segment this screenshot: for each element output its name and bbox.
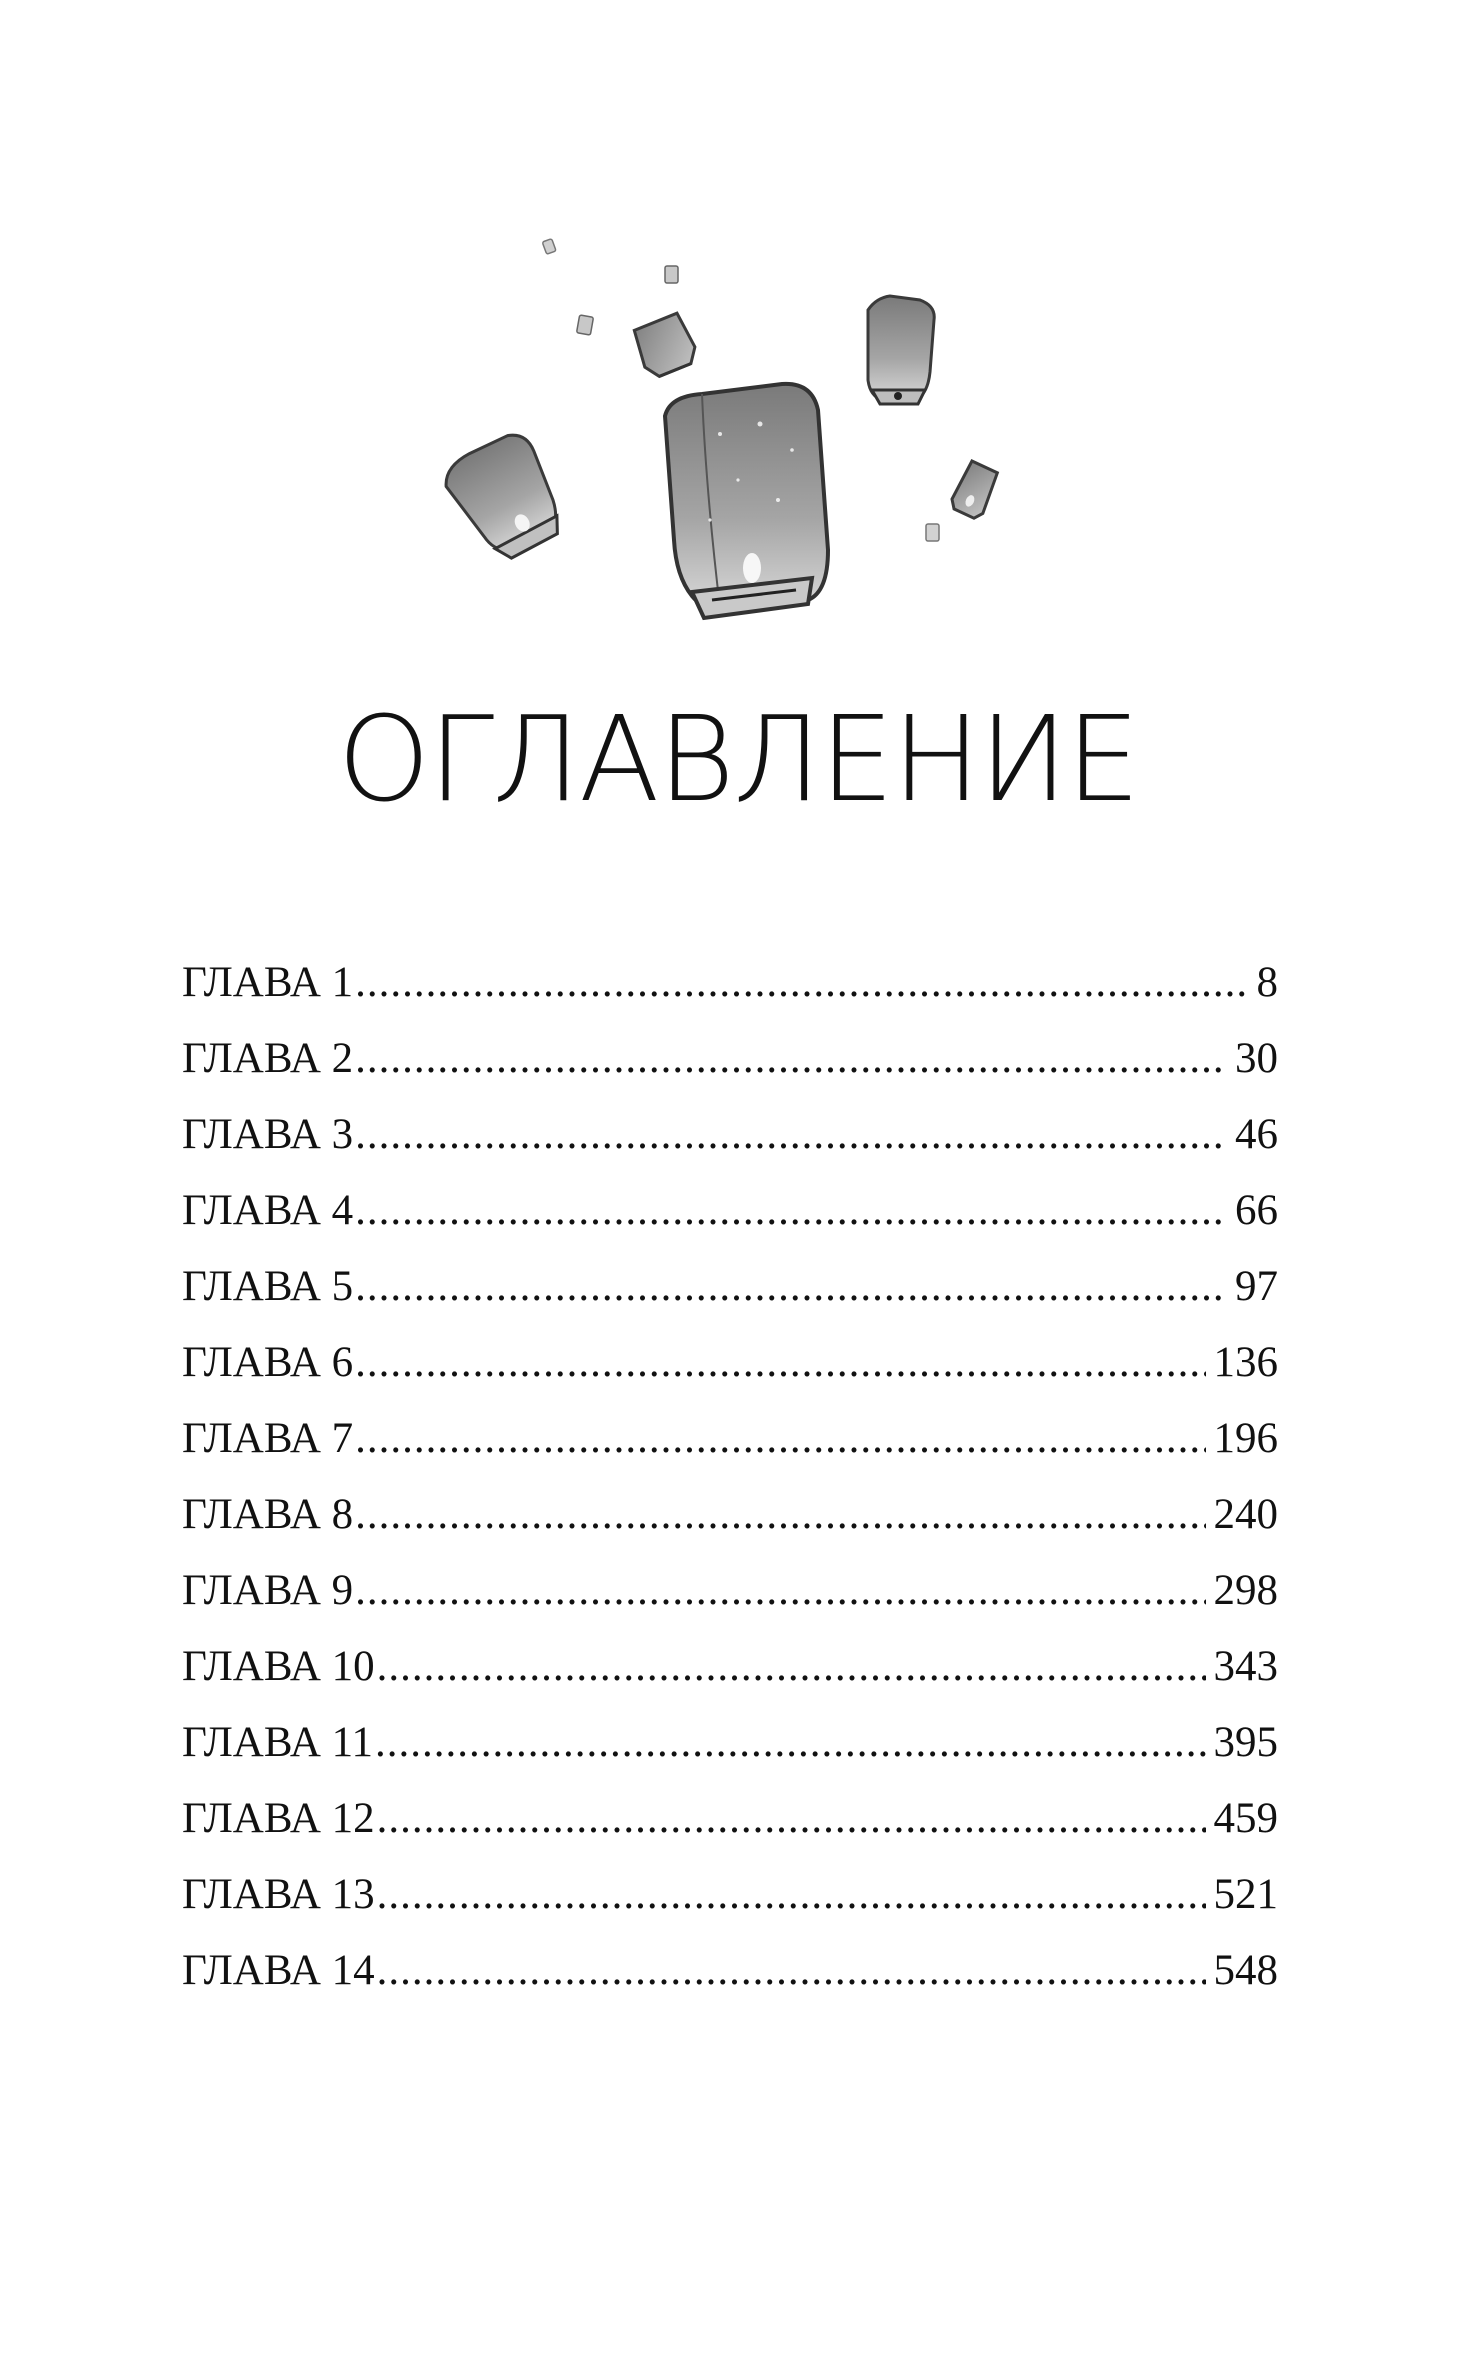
toc-entry[interactable] xyxy=(182,1107,1278,1183)
chapter-label: ГЛАВА 12 xyxy=(182,1795,375,1842)
dot-leader xyxy=(377,1943,1206,1999)
page-title: ОГЛАВЛЕНИЕ xyxy=(337,690,1139,828)
chapter-label: ГЛАВА 7 xyxy=(182,1415,354,1462)
page-number: 395 xyxy=(1213,1719,1278,1766)
lantern-icon xyxy=(949,460,1001,521)
toc-entry[interactable] xyxy=(182,1943,1278,2019)
chapter-label: ГЛАВА 13 xyxy=(182,1871,375,1918)
chapter-label: ГЛАВА 9 xyxy=(182,1567,354,1614)
chapter-label: ГЛАВА 1 xyxy=(182,959,354,1006)
lantern-icon xyxy=(631,312,701,380)
chapter-label: ГЛАВА 10 xyxy=(182,1643,375,1690)
chapter-label: ГЛАВА 8 xyxy=(182,1491,354,1538)
toc-entry[interactable] xyxy=(182,1335,1278,1411)
main-lantern-icon xyxy=(665,384,828,618)
dot-leader xyxy=(355,1411,1205,1467)
dot-leader xyxy=(355,955,1248,1011)
sky-lanterns-illustration xyxy=(420,220,1040,640)
dot-leader xyxy=(377,1791,1206,1847)
page-number: 30 xyxy=(1235,1035,1278,1082)
toc-entry[interactable] xyxy=(182,1411,1278,1487)
toc-entry[interactable] xyxy=(182,1563,1278,1639)
chapter-label: ГЛАВА 6 xyxy=(182,1339,354,1386)
toc-entry[interactable] xyxy=(182,1259,1278,1335)
toc-entry[interactable] xyxy=(182,1639,1278,1715)
page-number: 196 xyxy=(1213,1415,1278,1462)
table-of-contents xyxy=(182,955,1278,2019)
toc-entry[interactable] xyxy=(182,1031,1278,1107)
page-number: 66 xyxy=(1235,1187,1278,1234)
toc-entry[interactable] xyxy=(182,1487,1278,1563)
chapter-label: ГЛАВА 14 xyxy=(182,1947,375,1994)
dot-leader xyxy=(355,1107,1227,1163)
page-number: 298 xyxy=(1213,1567,1278,1614)
lantern-icon xyxy=(868,296,934,404)
dot-leader xyxy=(377,1639,1206,1695)
toc-entry[interactable] xyxy=(182,1715,1278,1791)
chapter-label: ГЛАВА 3 xyxy=(182,1111,354,1158)
page-number: 548 xyxy=(1213,1947,1278,1994)
toc-entry[interactable] xyxy=(182,1867,1278,1943)
toc-entry[interactable] xyxy=(182,1791,1278,1867)
page-number: 343 xyxy=(1213,1643,1278,1690)
chapter-label: ГЛАВА 11 xyxy=(182,1719,374,1766)
page-number: 97 xyxy=(1235,1263,1278,1310)
toc-entry[interactable] xyxy=(182,1183,1278,1259)
dot-leader xyxy=(355,1183,1227,1239)
dot-leader xyxy=(375,1715,1205,1771)
dot-leader xyxy=(355,1487,1205,1543)
dot-leader xyxy=(355,1563,1205,1619)
chapter-label: ГЛАВА 5 xyxy=(182,1263,354,1310)
page-number: 521 xyxy=(1213,1871,1278,1918)
lantern-icon xyxy=(438,426,574,569)
page-number: 46 xyxy=(1235,1111,1278,1158)
page-number: 240 xyxy=(1213,1491,1278,1538)
toc-entry[interactable] xyxy=(182,955,1278,1031)
dot-leader xyxy=(355,1031,1227,1087)
page-number: 459 xyxy=(1213,1795,1278,1842)
dot-leader xyxy=(355,1259,1227,1315)
chapter-label: ГЛАВА 2 xyxy=(182,1035,354,1082)
dot-leader xyxy=(377,1867,1206,1923)
chapter-label: ГЛАВА 4 xyxy=(182,1187,354,1234)
page-number: 136 xyxy=(1213,1339,1278,1386)
dot-leader xyxy=(355,1335,1205,1391)
page-number: 8 xyxy=(1256,959,1278,1006)
